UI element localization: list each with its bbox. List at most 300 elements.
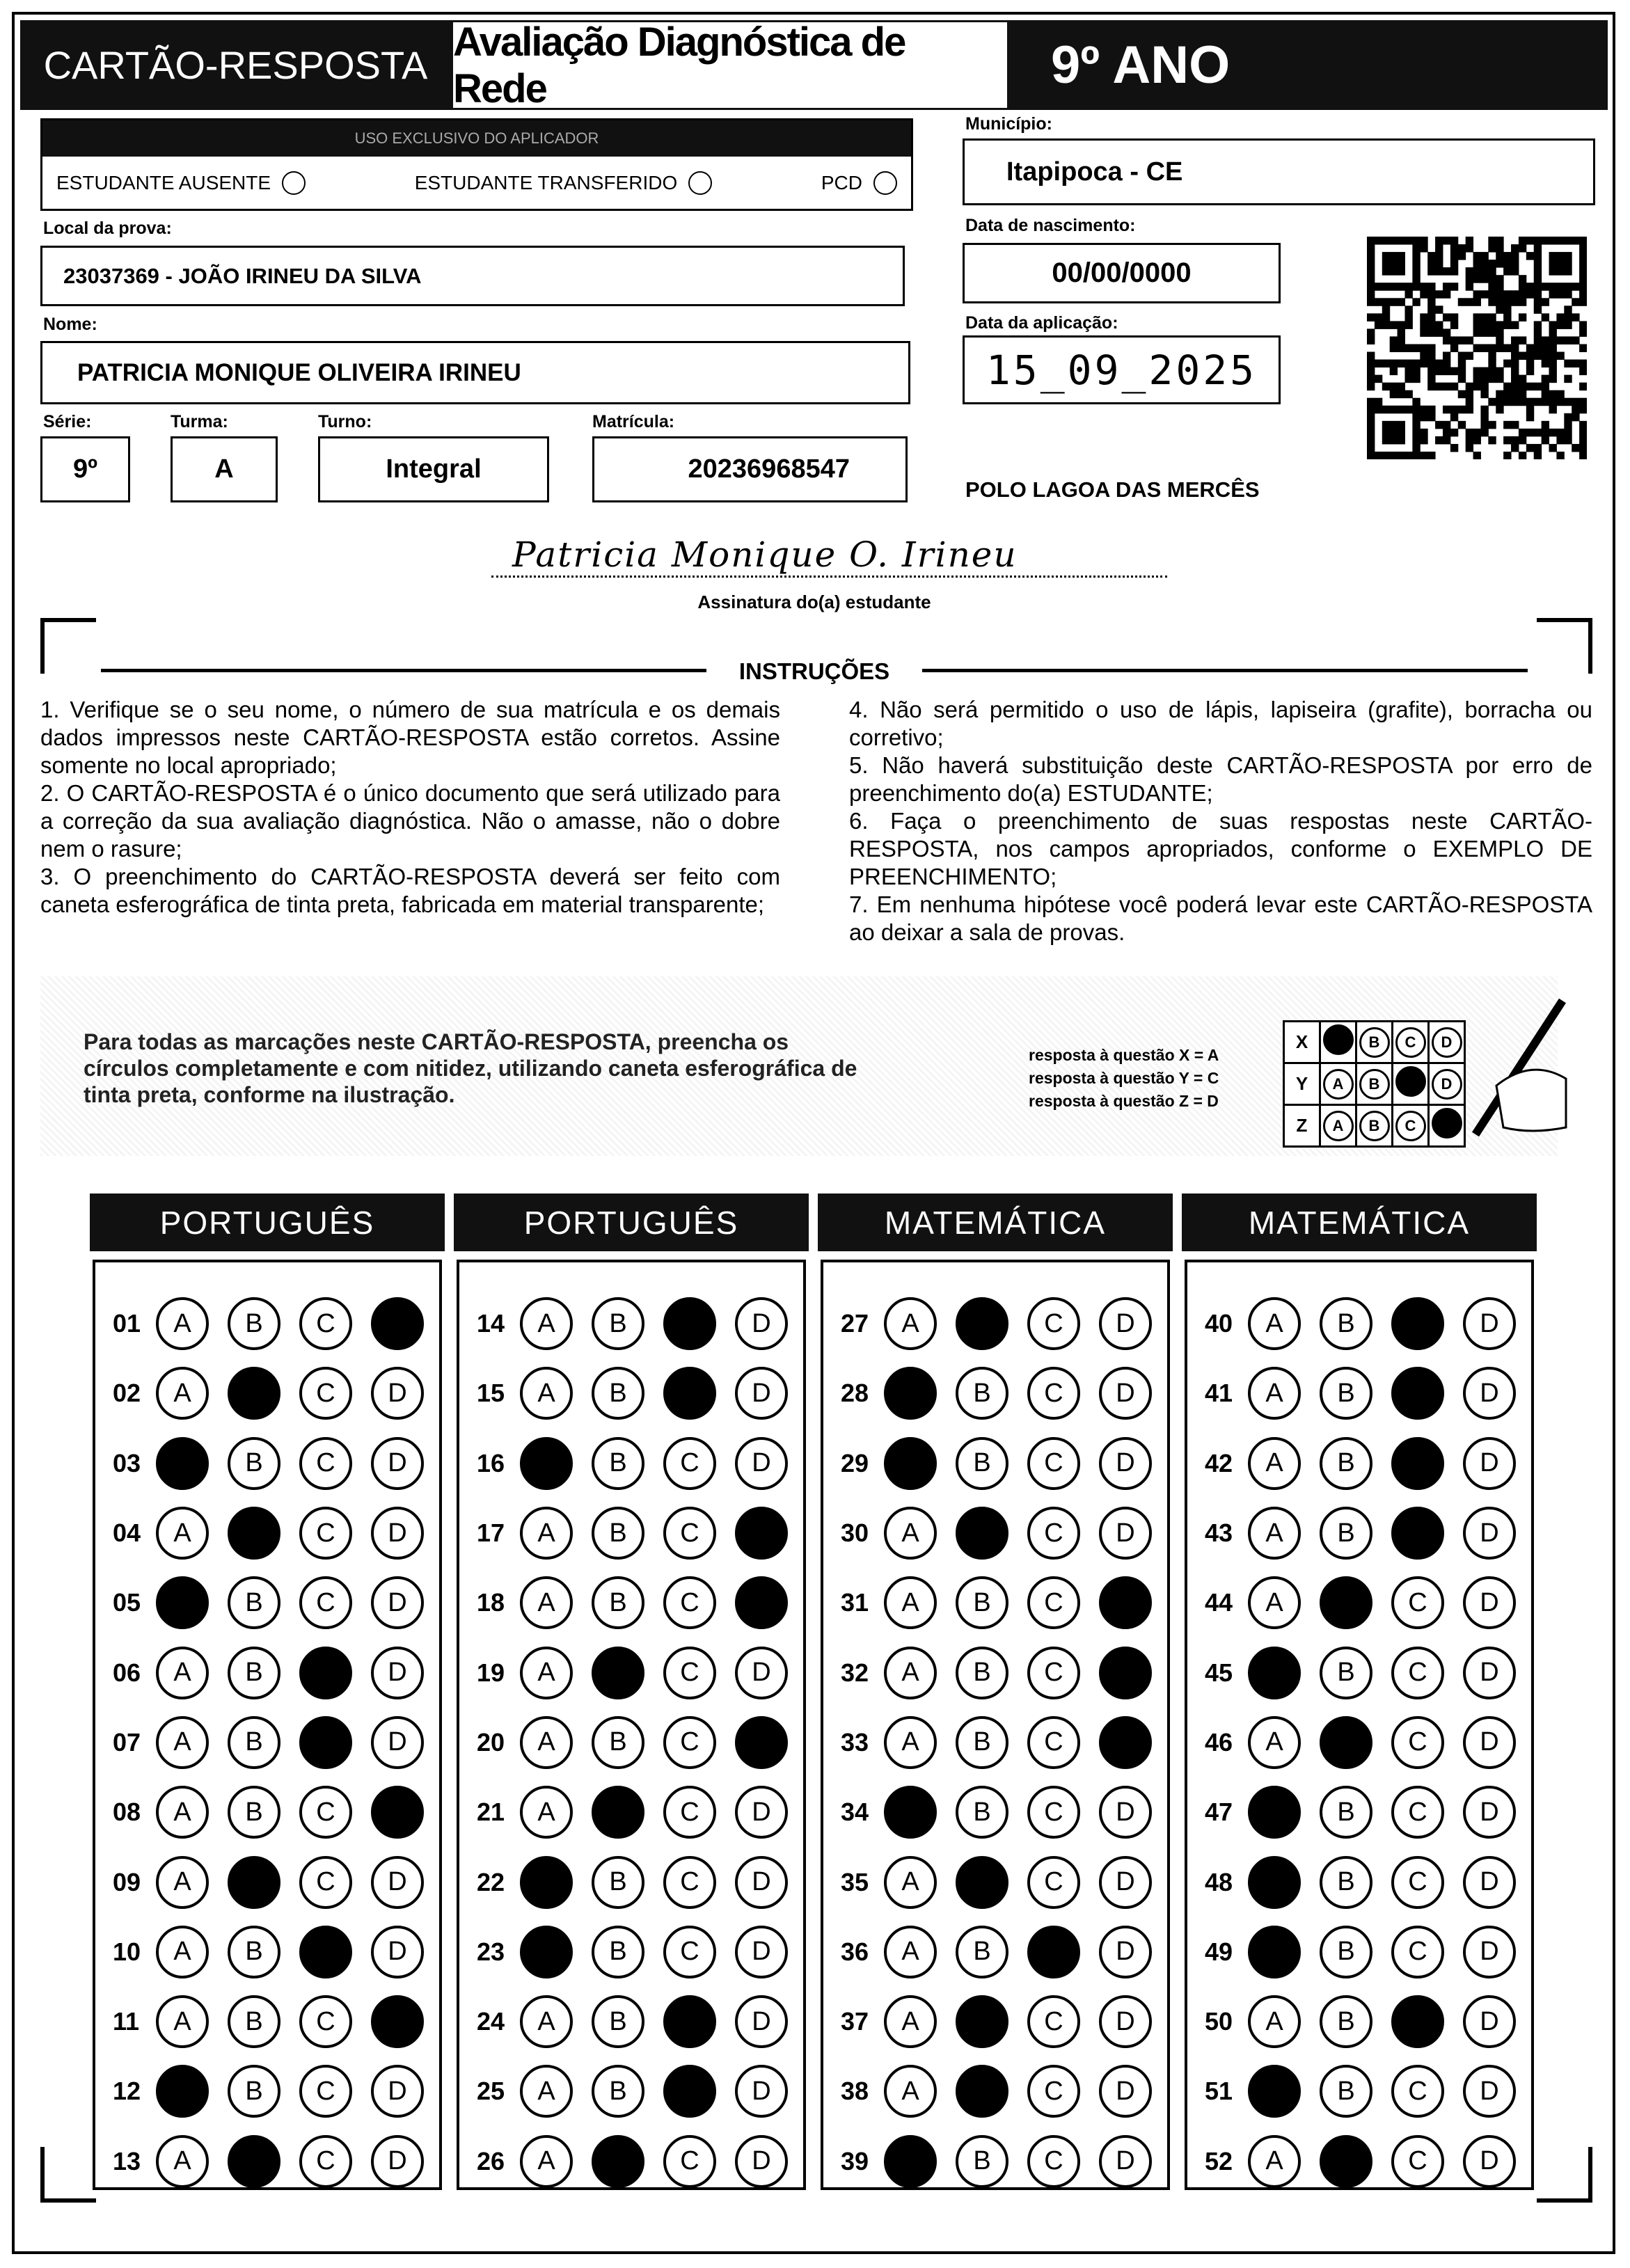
- question-row: [1187, 2056, 1531, 2126]
- corner-mark: [1537, 618, 1592, 674]
- answer-bubble-a[interactable]: [1248, 1647, 1301, 1699]
- answer-bubble-a[interactable]: A: [1248, 1297, 1301, 1350]
- answer-bubble-d[interactable]: D: [1099, 2135, 1152, 2188]
- answer-bubble-c[interactable]: C: [663, 2135, 716, 2188]
- legend-line: resposta à questão X = A: [1029, 1046, 1219, 1064]
- student-signature: Patricia Monique O. Irineu: [491, 534, 1167, 578]
- question-number: 24: [477, 2007, 505, 2036]
- answer-bubble-a[interactable]: A: [884, 1716, 937, 1769]
- absent-option[interactable]: [56, 171, 306, 195]
- answer-bubble-b[interactable]: B: [592, 2065, 644, 2118]
- answer-bubble-b[interactable]: [592, 2135, 644, 2188]
- answer-bubble-a[interactable]: [1248, 1926, 1301, 1978]
- answer-bubble-d[interactable]: D: [735, 1856, 788, 1909]
- instructions-right: [849, 696, 1592, 946]
- answer-bubble-a[interactable]: A: [1248, 1367, 1301, 1420]
- answer-bubble-d[interactable]: [371, 1786, 424, 1839]
- answer-bubble-b[interactable]: B: [956, 1647, 1008, 1699]
- question-number: 25: [477, 2077, 505, 2106]
- answer-bubble-b[interactable]: [228, 1856, 280, 1909]
- question-number: 08: [113, 1798, 141, 1827]
- answer-bubble-d[interactable]: [1099, 1647, 1152, 1699]
- answer-bubble-c[interactable]: C: [299, 1786, 352, 1839]
- answer-bubble-d[interactable]: D: [735, 1297, 788, 1350]
- answer-bubble-d[interactable]: D: [1463, 2135, 1516, 2188]
- answer-bubble-d[interactable]: D: [735, 1786, 788, 1839]
- answer-bubble-b[interactable]: [228, 2135, 280, 2188]
- answer-bubble-a[interactable]: A: [520, 1786, 573, 1839]
- answer-bubble-c[interactable]: C: [663, 1786, 716, 1839]
- answer-bubble-b[interactable]: B: [228, 1297, 280, 1350]
- answer-bubble-b[interactable]: B: [1320, 1786, 1372, 1839]
- answer-bubble-d[interactable]: D: [1463, 1786, 1516, 1839]
- answer-bubble-a[interactable]: A: [1248, 1576, 1301, 1629]
- question-row: [823, 1917, 1167, 1987]
- answer-bubble-b[interactable]: B: [1320, 1297, 1372, 1350]
- question-number: 33: [841, 1727, 869, 1756]
- absent-radio[interactable]: [282, 171, 306, 195]
- answer-bubble-b[interactable]: B: [592, 1716, 644, 1769]
- answer-bubble-a[interactable]: [884, 1367, 937, 1420]
- question-number: 20: [477, 1727, 505, 1756]
- answer-bubble-b[interactable]: B: [1320, 1856, 1372, 1909]
- example-legend: [1029, 1044, 1219, 1113]
- transferred-radio[interactable]: [688, 171, 712, 195]
- answer-bubble-c[interactable]: [1027, 1926, 1080, 1978]
- answer-bubble-b[interactable]: B: [592, 1576, 644, 1629]
- answer-bubble-a[interactable]: A: [884, 1576, 937, 1629]
- question-row: [1187, 1498, 1531, 1568]
- pcd-option[interactable]: [821, 171, 897, 195]
- question-number: 11: [113, 2007, 140, 2036]
- answer-bubble-c[interactable]: [1391, 1297, 1444, 1350]
- question-number: 17: [477, 1518, 505, 1548]
- answer-bubble-a[interactable]: A: [520, 1576, 573, 1629]
- answer-bubble-a[interactable]: A: [156, 1786, 209, 1839]
- example-bubble: C: [1395, 1111, 1426, 1141]
- answer-bubble-a[interactable]: [520, 1856, 573, 1909]
- answer-bubble-d[interactable]: D: [1099, 1297, 1152, 1350]
- answer-bubble-a[interactable]: A: [884, 1856, 937, 1909]
- answer-bubble-a[interactable]: A: [1248, 1437, 1301, 1490]
- question-number: 31: [841, 1588, 869, 1617]
- answer-bubble-b[interactable]: B: [592, 1995, 644, 2048]
- answer-bubble-d[interactable]: D: [1463, 1926, 1516, 1978]
- answer-bubble-c[interactable]: C: [299, 1856, 352, 1909]
- answer-bubble-c[interactable]: [299, 1647, 352, 1699]
- answer-bubble-a[interactable]: [156, 1576, 209, 1629]
- answer-bubble-b[interactable]: B: [956, 1926, 1008, 1978]
- instruction-item: 7. Em nenhuma hipótese você poderá levar este CARTÃO-RESPOSTA ao deixar a sala de provas.: [849, 891, 1592, 945]
- answer-bubble-c[interactable]: C: [663, 1647, 716, 1699]
- answer-bubble-b[interactable]: B: [228, 2065, 280, 2118]
- answer-bubble-b[interactable]: B: [956, 1367, 1008, 1420]
- question-number: 40: [1205, 1309, 1233, 1338]
- answer-bubble-a[interactable]: A: [156, 1297, 209, 1350]
- answer-bubble-a[interactable]: [520, 1926, 573, 1978]
- answer-bubble-b[interactable]: [956, 1507, 1008, 1560]
- answer-bubble-d[interactable]: D: [1099, 1507, 1152, 1560]
- question-number: 45: [1205, 1658, 1233, 1687]
- answer-bubble-c[interactable]: C: [1027, 1437, 1080, 1490]
- question-number: 51: [1205, 2077, 1233, 2106]
- answer-bubble-d[interactable]: D: [735, 2135, 788, 2188]
- answer-bubble-a[interactable]: A: [156, 1647, 209, 1699]
- question-row: [459, 2056, 803, 2126]
- answer-bubble-c[interactable]: [1391, 1995, 1444, 2048]
- answer-bubble-d[interactable]: D: [735, 1995, 788, 2048]
- grade-label: 9º ANO: [1009, 20, 1608, 110]
- answer-bubble-d[interactable]: D: [1463, 1856, 1516, 1909]
- answer-bubble-c[interactable]: C: [663, 1926, 716, 1978]
- answer-bubble-d[interactable]: D: [735, 1647, 788, 1699]
- answer-bubble-a[interactable]: A: [520, 1995, 573, 2048]
- answer-bubble-c[interactable]: C: [299, 1297, 352, 1350]
- example-row: [1284, 1063, 1465, 1105]
- answer-bubble-b[interactable]: B: [228, 1995, 280, 2048]
- question-number: 22: [477, 1867, 505, 1896]
- answer-bubble-d[interactable]: [735, 1576, 788, 1629]
- answer-bubble-d[interactable]: D: [1463, 1507, 1516, 1560]
- answer-bubble-c[interactable]: [1391, 1367, 1444, 1420]
- answer-bubble-d[interactable]: D: [1463, 1716, 1516, 1769]
- turno-field: Integral: [318, 436, 549, 502]
- answer-bubble-d[interactable]: D: [1099, 1367, 1152, 1420]
- answer-bubble-a[interactable]: A: [156, 1856, 209, 1909]
- answer-bubble-a[interactable]: A: [520, 1367, 573, 1420]
- answer-bubble-d[interactable]: D: [1099, 1437, 1152, 1490]
- answer-bubble-d[interactable]: D: [1463, 1647, 1516, 1699]
- question-number: 14: [477, 1309, 505, 1338]
- answer-bubble-a[interactable]: A: [884, 1297, 937, 1350]
- answer-bubble-a[interactable]: A: [520, 2065, 573, 2118]
- answer-bubble-d[interactable]: D: [1099, 1786, 1152, 1839]
- answer-bubble-a[interactable]: A: [520, 2135, 573, 2188]
- answer-bubble-d[interactable]: D: [1463, 1367, 1516, 1420]
- question-number: 01: [113, 1309, 141, 1338]
- example-bubble: A: [1323, 1069, 1354, 1100]
- question-row: [95, 1289, 439, 1358]
- answer-bubble-a[interactable]: A: [884, 1647, 937, 1699]
- example-bubble: B: [1359, 1069, 1390, 1100]
- question-row: [823, 1637, 1167, 1707]
- answer-bubble-a[interactable]: [1248, 1856, 1301, 1909]
- question-row: [95, 1987, 439, 2056]
- answer-bubble-b[interactable]: B: [956, 1786, 1008, 1839]
- answer-bubble-c[interactable]: C: [1027, 1297, 1080, 1350]
- section-header: MATEMÁTICA: [1182, 1194, 1537, 1251]
- answer-bubble-a[interactable]: A: [156, 1507, 209, 1560]
- instruction-item: 4. Não será permitido o uso de lápis, lapiseira (grafite), borracha ou corretivo;: [849, 697, 1592, 750]
- answer-bubble-c[interactable]: C: [663, 1507, 716, 1560]
- answer-bubble-d[interactable]: D: [1463, 2065, 1516, 2118]
- question-number: 29: [841, 1448, 869, 1477]
- answer-bubble-d[interactable]: D: [371, 1367, 424, 1420]
- answer-bubble-a[interactable]: [1248, 1786, 1301, 1839]
- question-number: 43: [1205, 1518, 1233, 1548]
- question-row: [1187, 1777, 1531, 1847]
- answer-bubble-b[interactable]: B: [1320, 1926, 1372, 1978]
- answer-bubble-b[interactable]: B: [956, 1576, 1008, 1629]
- answer-bubble-c[interactable]: C: [299, 2135, 352, 2188]
- answer-bubble-d[interactable]: D: [371, 1647, 424, 1699]
- answer-bubble-a[interactable]: [884, 1437, 937, 1490]
- answer-bubble-d[interactable]: D: [1099, 2065, 1152, 2118]
- answer-bubble-d[interactable]: D: [735, 2065, 788, 2118]
- answer-bubble-c[interactable]: C: [663, 1856, 716, 1909]
- question-number: 30: [841, 1518, 869, 1548]
- answer-bubble-b[interactable]: [956, 1995, 1008, 2048]
- question-number: 52: [1205, 2146, 1233, 2175]
- answer-bubble-d[interactable]: D: [371, 1507, 424, 1560]
- matricula-field: 20236968547: [592, 436, 908, 502]
- question-number: 28: [841, 1379, 869, 1408]
- answer-bubble-b[interactable]: [592, 1786, 644, 1839]
- answer-bubble-c[interactable]: C: [1027, 1856, 1080, 1909]
- answer-bubble-d[interactable]: D: [735, 1437, 788, 1490]
- answer-bubble-b[interactable]: B: [1320, 1507, 1372, 1560]
- answer-bubble-c[interactable]: [663, 1297, 716, 1350]
- answer-bubble-c[interactable]: C: [1027, 1367, 1080, 1420]
- answer-bubble-a[interactable]: A: [520, 1297, 573, 1350]
- answer-bubble-b[interactable]: [956, 1297, 1008, 1350]
- answer-bubble-a[interactable]: A: [156, 1367, 209, 1420]
- applicator-box: [40, 118, 913, 211]
- answer-bubble-a[interactable]: A: [156, 1995, 209, 2048]
- answer-bubble-c[interactable]: C: [663, 1716, 716, 1769]
- answer-bubble-b[interactable]: B: [592, 1926, 644, 1978]
- answer-bubble-b[interactable]: B: [1320, 1647, 1372, 1699]
- answer-bubble-c[interactable]: C: [1027, 1995, 1080, 2048]
- answer-bubble-c[interactable]: C: [299, 1437, 352, 1490]
- answer-bubble-b[interactable]: [1320, 2135, 1372, 2188]
- answer-bubble-b[interactable]: [228, 1367, 280, 1420]
- answer-bubble-d[interactable]: D: [1099, 1995, 1152, 2048]
- question-row: [459, 1777, 803, 1847]
- answer-bubble-d[interactable]: D: [1463, 1437, 1516, 1490]
- question-number: 21: [477, 1798, 505, 1827]
- signature-label: Assinatura do(a) estudante: [697, 592, 931, 612]
- answer-bubble-d[interactable]: D: [371, 1926, 424, 1978]
- answer-bubble-b[interactable]: B: [228, 1926, 280, 1978]
- answer-bubble-b[interactable]: B: [228, 1576, 280, 1629]
- legend-line: resposta à questão Z = D: [1029, 1092, 1219, 1110]
- answer-bubble-c[interactable]: C: [1391, 2135, 1444, 2188]
- answer-bubble-d[interactable]: D: [1463, 1995, 1516, 2048]
- hand-pen-icon: [1448, 995, 1573, 1155]
- answer-bubble-d[interactable]: D: [371, 1437, 424, 1490]
- question-row: [823, 1777, 1167, 1847]
- answer-bubble-a[interactable]: [884, 1786, 937, 1839]
- question-row: [459, 1289, 803, 1358]
- answer-bubble-a[interactable]: A: [884, 2065, 937, 2118]
- answer-bubble-b[interactable]: B: [228, 1437, 280, 1490]
- answer-bubble-c[interactable]: [299, 1716, 352, 1769]
- answer-bubble-b[interactable]: B: [228, 1647, 280, 1699]
- turma-field: A: [171, 436, 278, 502]
- answer-bubble-a[interactable]: [884, 2135, 937, 2188]
- answer-bubble-c[interactable]: [299, 1926, 352, 1978]
- question-number: 18: [477, 1588, 505, 1617]
- answer-bubble-d[interactable]: D: [1099, 1926, 1152, 1978]
- answer-bubble-c[interactable]: C: [1391, 1856, 1444, 1909]
- question-number: 16: [477, 1448, 505, 1477]
- answer-bubble-b[interactable]: B: [228, 1786, 280, 1839]
- answer-bubble-c[interactable]: C: [1027, 1647, 1080, 1699]
- answer-bubble-c[interactable]: C: [299, 2065, 352, 2118]
- answer-bubble-b[interactable]: [1320, 1576, 1372, 1629]
- transferred-option[interactable]: [415, 171, 713, 195]
- birthdate-label: Data de nascimento:: [965, 216, 1136, 235]
- answer-bubble-b[interactable]: B: [228, 1716, 280, 1769]
- answer-bubble-b[interactable]: [592, 1647, 644, 1699]
- answer-bubble-d[interactable]: [371, 1995, 424, 2048]
- corner-mark: [40, 2147, 96, 2203]
- answer-bubble-d[interactable]: D: [1463, 1297, 1516, 1350]
- answer-bubble-a[interactable]: A: [156, 1716, 209, 1769]
- pcd-radio[interactable]: [873, 171, 897, 195]
- answer-bubble-d[interactable]: D: [735, 1926, 788, 1978]
- answer-bubble-b[interactable]: B: [1320, 1995, 1372, 2048]
- answer-bubble-d[interactable]: D: [371, 1576, 424, 1629]
- answer-bubble-d[interactable]: D: [371, 2065, 424, 2118]
- answer-bubble-c[interactable]: C: [1391, 2065, 1444, 2118]
- answer-bubble-c[interactable]: C: [663, 1576, 716, 1629]
- question-number: 06: [113, 1658, 141, 1687]
- instruction-item: 5. Não haverá substituição deste CARTÃO-RESPOSTA por erro de preenchimento do(a) ESTUDANTE;: [849, 752, 1592, 806]
- answer-bubble-a[interactable]: A: [1248, 1507, 1301, 1560]
- answer-bubble-c[interactable]: C: [1391, 1786, 1444, 1839]
- answer-bubble-c[interactable]: C: [299, 1367, 352, 1420]
- answer-bubble-c[interactable]: C: [299, 1576, 352, 1629]
- answer-bubble-c[interactable]: C: [1027, 2135, 1080, 2188]
- turno-label: Turno:: [318, 412, 372, 431]
- question-row: [95, 1568, 439, 1637]
- serie-label: Série:: [43, 412, 92, 431]
- answer-bubble-c[interactable]: C: [1391, 1576, 1444, 1629]
- answer-bubble-d[interactable]: [371, 1297, 424, 1350]
- answer-bubble-c[interactable]: C: [663, 1437, 716, 1490]
- application-date-field: 15_09_2025: [963, 335, 1281, 404]
- question-number: 34: [841, 1798, 869, 1827]
- question-number: 03: [113, 1448, 141, 1477]
- answer-bubble-a[interactable]: A: [156, 2135, 209, 2188]
- answer-bubble-b[interactable]: B: [1320, 2065, 1372, 2118]
- answer-bubble-a[interactable]: A: [884, 1926, 937, 1978]
- answer-bubble-b[interactable]: B: [1320, 1437, 1372, 1490]
- answer-bubble-a[interactable]: A: [1248, 1716, 1301, 1769]
- answer-bubble-b[interactable]: [956, 1856, 1008, 1909]
- answer-bubble-c[interactable]: C: [299, 1507, 352, 1560]
- answer-bubble-c[interactable]: C: [1391, 1716, 1444, 1769]
- answer-bubble-d[interactable]: D: [1463, 1576, 1516, 1629]
- answer-bubble-d[interactable]: [1099, 1716, 1152, 1769]
- answer-bubble-c[interactable]: C: [299, 1995, 352, 2048]
- answer-bubble-c[interactable]: [1391, 1437, 1444, 1490]
- answer-bubble-b[interactable]: B: [592, 1437, 644, 1490]
- answer-bubble-a[interactable]: A: [520, 1507, 573, 1560]
- answer-bubble-d[interactable]: D: [371, 2135, 424, 2188]
- answer-bubble-a[interactable]: [520, 1437, 573, 1490]
- answer-bubble-c[interactable]: C: [1391, 1926, 1444, 1978]
- answer-bubble-d[interactable]: D: [1099, 1856, 1152, 1909]
- example-bubble: [1323, 1024, 1354, 1055]
- answer-bubble-b[interactable]: B: [956, 2135, 1008, 2188]
- answer-bubble-c[interactable]: C: [1027, 2065, 1080, 2118]
- answer-bubble-c[interactable]: [1391, 1507, 1444, 1560]
- answer-bubble-a[interactable]: A: [520, 1647, 573, 1699]
- answer-bubble-b[interactable]: B: [592, 1297, 644, 1350]
- answer-bubble-b[interactable]: B: [592, 1856, 644, 1909]
- answer-bubble-a[interactable]: [1248, 2065, 1301, 2118]
- example-row: [1284, 1105, 1465, 1147]
- answer-bubble-d[interactable]: [735, 1716, 788, 1769]
- answer-bubble-c[interactable]: [663, 1995, 716, 2048]
- answer-bubble-c[interactable]: C: [1391, 1647, 1444, 1699]
- question-row: [95, 1637, 439, 1707]
- answer-bubble-a[interactable]: [156, 1437, 209, 1490]
- question-number: 02: [113, 1379, 141, 1408]
- answer-bubble-b[interactable]: [228, 1507, 280, 1560]
- section-header: PORTUGUÊS: [90, 1194, 445, 1251]
- birthdate-field: 00/00/0000: [963, 243, 1281, 303]
- answer-bubble-b[interactable]: [956, 2065, 1008, 2118]
- question-row: [459, 1568, 803, 1637]
- answer-bubble-a[interactable]: A: [884, 1995, 937, 2048]
- answer-bubble-d[interactable]: D: [735, 1367, 788, 1420]
- answer-bubble-b[interactable]: B: [956, 1716, 1008, 1769]
- answer-bubble-a[interactable]: A: [1248, 2135, 1301, 2188]
- name-field: PATRICIA MONIQUE OLIVEIRA IRINEU: [40, 341, 910, 404]
- question-row: [823, 1498, 1167, 1568]
- example-question: Y: [1284, 1063, 1320, 1105]
- answer-grid: [821, 1260, 1170, 2190]
- answer-bubble-c[interactable]: C: [1027, 1576, 1080, 1629]
- answer-bubble-d[interactable]: [1099, 1576, 1152, 1629]
- answer-bubble-a[interactable]: [156, 2065, 209, 2118]
- example-bubble: B: [1359, 1111, 1390, 1141]
- question-row: [95, 1498, 439, 1568]
- answer-bubble-b[interactable]: B: [592, 1367, 644, 1420]
- answer-bubble-c[interactable]: [663, 1367, 716, 1420]
- answer-bubble-d[interactable]: D: [371, 1716, 424, 1769]
- answer-bubble-c[interactable]: C: [1027, 1507, 1080, 1560]
- example-bubble: D: [1432, 1027, 1462, 1058]
- answer-bubble-b[interactable]: B: [592, 1507, 644, 1560]
- answer-bubble-a[interactable]: A: [156, 1926, 209, 1978]
- answer-bubble-b[interactable]: [1320, 1716, 1372, 1769]
- question-row: [95, 1917, 439, 1987]
- turma-label: Turma:: [171, 412, 228, 431]
- answer-bubble-a[interactable]: A: [884, 1507, 937, 1560]
- answer-bubble-c[interactable]: C: [1027, 1786, 1080, 1839]
- answer-bubble-d[interactable]: D: [371, 1856, 424, 1909]
- answer-grid: [93, 1260, 442, 2190]
- question-row: [823, 1847, 1167, 1917]
- answer-bubble-b[interactable]: B: [956, 1437, 1008, 1490]
- answer-bubble-a[interactable]: A: [1248, 1995, 1301, 2048]
- answer-bubble-c[interactable]: [663, 2065, 716, 2118]
- divider: [922, 669, 1528, 672]
- answer-bubble-b[interactable]: B: [1320, 1367, 1372, 1420]
- question-row: [1187, 1917, 1531, 1987]
- answer-bubble-d[interactable]: [735, 1507, 788, 1560]
- question-row: [459, 1637, 803, 1707]
- question-number: 47: [1205, 1798, 1233, 1827]
- question-row: [95, 1708, 439, 1777]
- answer-bubble-a[interactable]: A: [520, 1716, 573, 1769]
- answer-bubble-c[interactable]: C: [1027, 1716, 1080, 1769]
